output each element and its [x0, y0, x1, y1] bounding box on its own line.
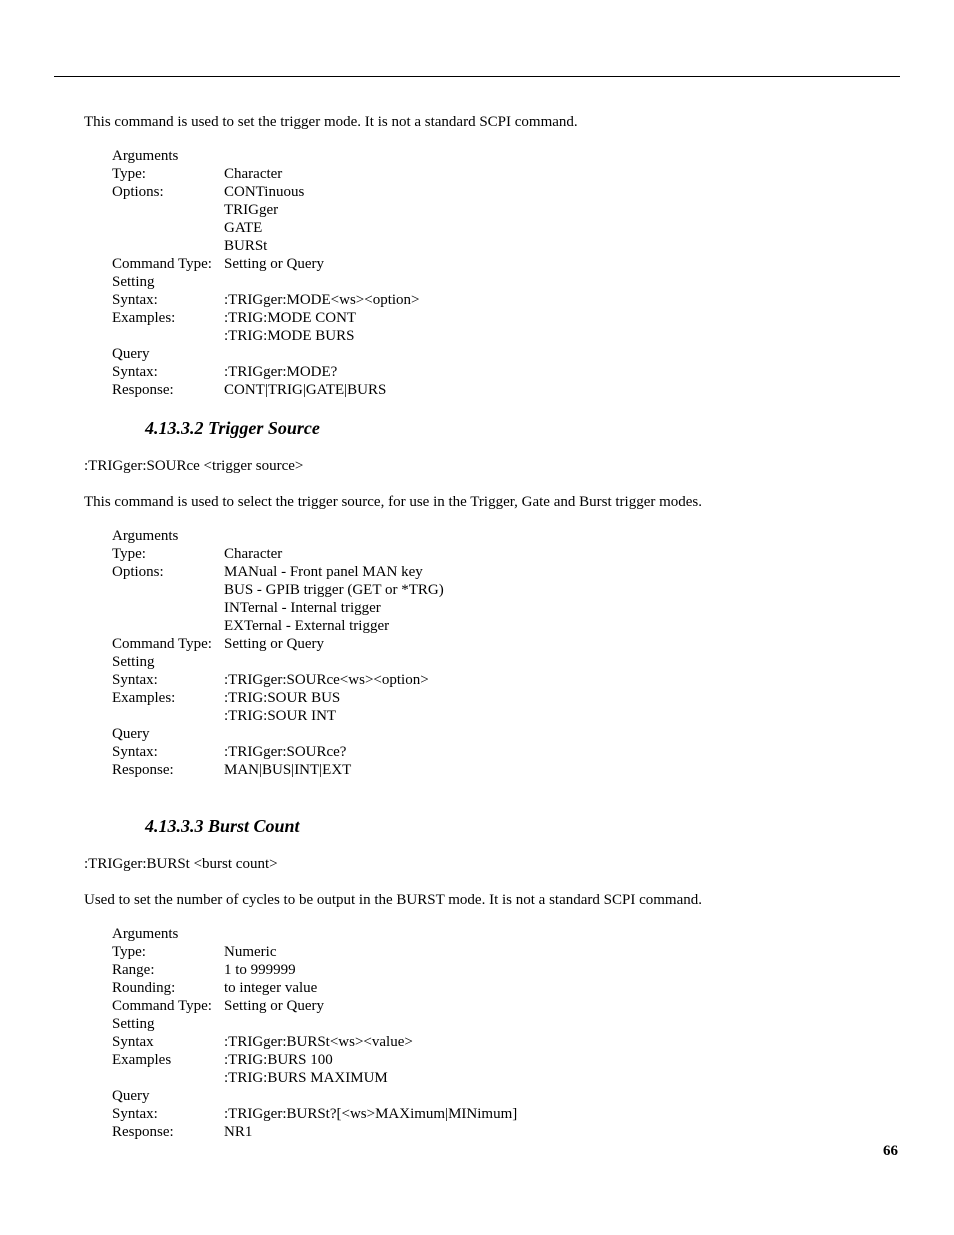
argument-value: Setting or Query	[224, 998, 324, 1014]
argument-label: Syntax:	[112, 292, 158, 308]
argument-value: Character	[224, 546, 283, 562]
argument-label: Command Type:	[112, 256, 212, 272]
argument-label: Arguments	[112, 528, 179, 544]
argument-label: Setting	[112, 274, 155, 290]
argument-value: :TRIGger:MODE<ws><option>	[224, 292, 420, 308]
page-number: 66	[883, 1143, 898, 1159]
argument-value: TRIGger	[224, 202, 279, 218]
argument-value: Character	[224, 166, 283, 182]
argument-label: Query	[112, 346, 150, 362]
argument-value: INTernal - Internal trigger	[224, 600, 381, 616]
argument-label: Syntax	[112, 1034, 154, 1050]
argument-value: CONT|TRIG|GATE|BURS	[224, 382, 387, 398]
argument-label: Range:	[112, 962, 155, 978]
argument-label: Setting	[112, 1016, 155, 1032]
argument-label: Arguments	[112, 926, 179, 942]
argument-label: Arguments	[112, 148, 179, 164]
argument-label: Query	[112, 726, 150, 742]
argument-label: Response:	[112, 762, 174, 778]
argument-value: :TRIGger:BURSt?[<ws>MAXimum|MINimum]	[224, 1106, 518, 1122]
burst-intro: Used to set the number of cycles to be output in the BURST mode. It is not a standard SCPI command.	[84, 892, 702, 908]
source-intro: This command is used to select the trigger source, for use in the Trigger, Gate and Burst trigger modes.	[84, 494, 703, 510]
burst-command: :TRIGger:BURSt <burst count>	[84, 856, 278, 872]
argument-value: :TRIG:BURS MAXIMUM	[224, 1070, 388, 1086]
argument-label: Rounding:	[112, 980, 176, 996]
argument-value: Setting or Query	[224, 256, 324, 272]
argument-label: Options:	[112, 564, 164, 580]
argument-label: Syntax:	[112, 364, 158, 380]
argument-value: EXTernal - External trigger	[224, 618, 390, 634]
argument-value: BUS - GPIB trigger (GET or *TRG)	[224, 582, 444, 598]
argument-label: Examples:	[112, 310, 176, 326]
argument-label: Examples	[112, 1052, 172, 1068]
argument-value: :TRIG:MODE BURS	[224, 328, 355, 344]
argument-value: CONTinuous	[224, 184, 305, 200]
argument-value: :TRIGger:SOURce<ws><option>	[224, 672, 429, 688]
argument-label: Query	[112, 1088, 150, 1104]
argument-label: Response:	[112, 1124, 174, 1140]
argument-value: Setting or Query	[224, 636, 324, 652]
argument-value: :TRIG:SOUR BUS	[224, 690, 341, 706]
argument-label: Type:	[112, 166, 146, 182]
argument-value: :TRIGger:MODE?	[224, 364, 338, 380]
argument-value: Numeric	[224, 944, 277, 960]
mode-intro: This command is used to set the trigger mode. It is not a standard SCPI command.	[84, 114, 578, 130]
argument-value: :TRIGger:SOURce?	[224, 744, 347, 760]
argument-value: MANual - Front panel MAN key	[224, 564, 423, 580]
argument-value: BURSt	[224, 238, 268, 254]
argument-value: 1 to 999999	[224, 962, 296, 978]
argument-label: Command Type:	[112, 998, 212, 1014]
argument-label: Examples:	[112, 690, 176, 706]
argument-label: Syntax:	[112, 1106, 158, 1122]
argument-label: Type:	[112, 944, 146, 960]
source-command: :TRIGger:SOURce <trigger source>	[84, 458, 304, 474]
argument-value: NR1	[224, 1124, 253, 1140]
argument-label: Setting	[112, 654, 155, 670]
argument-value: MAN|BUS|INT|EXT	[224, 762, 352, 778]
argument-value: :TRIG:MODE CONT	[224, 310, 357, 326]
argument-label: Response:	[112, 382, 174, 398]
argument-label: Options:	[112, 184, 164, 200]
argument-label: Syntax:	[112, 672, 158, 688]
argument-label: Type:	[112, 546, 146, 562]
argument-label: Syntax:	[112, 744, 158, 760]
section-heading-burst-count: 4.13.3.3 Burst Count	[145, 816, 300, 836]
header-rule	[54, 76, 900, 77]
argument-label: Command Type:	[112, 636, 212, 652]
argument-value: :TRIGger:BURSt<ws><value>	[224, 1034, 413, 1050]
section-heading-trigger-source: 4.13.3.2 Trigger Source	[145, 418, 320, 438]
argument-value: :TRIG:SOUR INT	[224, 708, 337, 724]
argument-value: :TRIG:BURS 100	[224, 1052, 333, 1068]
argument-value: to integer value	[224, 980, 318, 996]
argument-value: GATE	[224, 220, 263, 236]
